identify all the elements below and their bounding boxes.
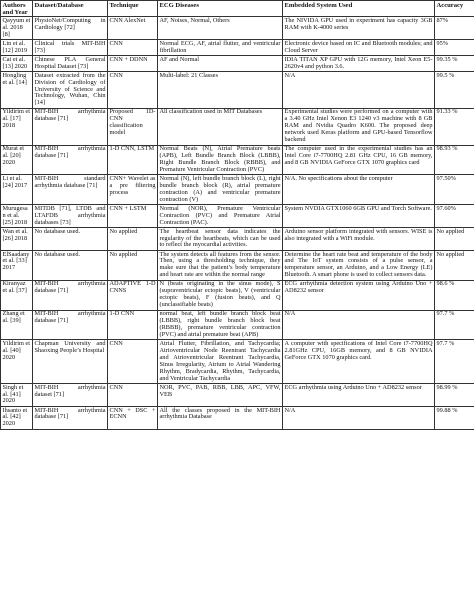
cell-accuracy: 99.5 % (435, 72, 474, 109)
cell-embedded-system: N/A (283, 72, 435, 109)
cell-embedded-system: A computer with specifications of Intel Core i7-7700HQ 2.81GHz CPU, 16GB memory, and 8 GB NVIDIA GeForce GTX 1070 graphics card. (283, 340, 435, 384)
cell-embedded-system: Determine the heart rate beat and temperature of the body and The IoT system consists of a pulse sensor, a temperature sensor, an Arduino, and a Low Energy (LE) Bluetooth. A smart phone is used to collect sensors data. (284, 250, 433, 279)
cell-ecg-diseases: All the classes proposed in the MIT-BIH arrhythmia Database (158, 406, 283, 429)
cell-embedded-system: IDIA TITAN XP GPU with 12G memory, Intel Xeon E5-2620v4 and python 3.6. (284, 55, 433, 70)
cell-ecg-diseases: Normal ECG, AF, atrial flutter, and ventricular fibrillation (159, 39, 281, 54)
cell-ecg-diseases: The system detects all features from the sensor. Then, using a thresholding technique, they make sure that the patient’s body temperature and heart rate are within the normal range (159, 250, 281, 279)
cell-authors-year: Cai et al. [13] 2020 (1, 56, 33, 72)
cell-ecg-diseases: Atrial Flutter, Fibrillation, and Tachycardia; Atrioventricular Node Reentrant Tachycardia and Atrioventricular Reentrant Tachycardia, Sinus Irregularity, Atrium to Atrial Wandering Rhythm, Bradycardia, Rhythm, Tachycardia, and Ventricular Tachycardia (159, 340, 281, 382)
cell-authors-year: Lin et al. [12] 2019 (1, 40, 33, 56)
header-accuracy: Accuracy (435, 1, 474, 17)
cell-technique: ADAPTIVE 1-D CNNS (108, 280, 158, 310)
header-embedded-system-used: Embedded System Used (283, 1, 435, 17)
cell-embedded-system: ECG arrhythmia detection system using Arduino Uno + AD8232 sensor (283, 280, 435, 310)
cell-accuracy: 97.7 % (435, 310, 474, 340)
cell-technique: Proposed 1D-CNN classification model (108, 108, 158, 145)
table-row (1, 310, 474, 340)
cell-dataset: No database used. (33, 228, 108, 251)
cell-embedded-system: Arduino sensor platform integrated with sensors. WISE is also integrated with a WiFi module. (283, 228, 435, 251)
header-ecg-diseases: ECG Diseases (158, 1, 283, 17)
cell-dataset: No database used. (33, 250, 108, 280)
cell-ecg-diseases: All classification used in MIT Databases (158, 108, 283, 145)
cell-embedded-system: Experimental studies were performed on a computer with a 3.40 GHz Intel Xenon E3 1240 v3 machine with 8 GB RAM and Nvidia Quadro K600. The proposed deep network used Keras platform and GPU-based Tensorflow backend (284, 108, 433, 144)
cell-technique: 1-D CNN, LSTM (108, 145, 158, 175)
cell-ecg-diseases: normal beat, left bundle branch block beat (LBBB), right bundle branch block beat (RBBB), premature ventricular contraction (PVC) and atrial premature beat (APB) (159, 310, 281, 338)
cell-accuracy: 98.99 % (435, 384, 474, 407)
cell-dataset: Chapman University and Shaoxing People’s Hospital (33, 340, 108, 384)
cell-accuracy: 97.50% (435, 175, 474, 205)
header-authors-and-year: Authors and Year (1, 1, 33, 17)
cell-dataset: MIT-BIH arrhythmia database [71] (33, 280, 108, 310)
cell-dataset: MIT-BIH standard arrhythmia database [71] (33, 175, 108, 205)
cell-ecg-diseases: Multi-label: 21 Classes (158, 72, 283, 109)
cell-technique: No applied (108, 250, 158, 280)
cell-authors-year: Murugesan et al. [25] 2018 (1, 205, 33, 228)
cell-technique: 1-D CNN (108, 310, 158, 340)
table-row (1, 108, 474, 145)
cell-authors-year: Murat et al. [20] 2020 (1, 145, 33, 175)
cell-authors-year: Ihsanto et al. [42] 2020 (1, 406, 33, 429)
cell-technique: CNN+ Wavelet as a pre filtering process (108, 175, 158, 205)
cell-accuracy: 87% (435, 17, 474, 40)
cell-authors-year: Singh et al. [41] 2020 (1, 384, 33, 407)
cell-authors-year: Li et al. [24] 2017 (1, 175, 33, 205)
cell-embedded-system: System NVDIA GTX1060 6GB GPU and Torch Software. (283, 205, 435, 228)
cell-embedded-system: Electronic device based on IC and Bluetooth modules; and Cloud Server (284, 39, 433, 54)
cell-accuracy: 98.93 % (435, 145, 474, 175)
cell-ecg-diseases: AF, Noises, Normal, Others (158, 17, 283, 40)
cell-technique: CNN (108, 40, 158, 56)
cell-dataset: Clinical trials MIT-BIH [73] (34, 39, 106, 54)
cell-technique: CNN AlexNet (108, 17, 158, 40)
cell-technique: CNN (108, 72, 158, 109)
table-row (1, 340, 474, 384)
cell-embedded-system: N/A (283, 310, 435, 340)
cell-accuracy: No applied (435, 250, 474, 280)
cell-technique: CNN + DSC + ECNN (108, 406, 158, 429)
cell-embedded-system: ECG arrhythmia using Arduino Uno + AD8232 sensor (283, 384, 435, 407)
cell-ecg-diseases: Normal Beats (N), Atrial Premature beats (APB), Left Bundle Branch Block (LBBB), Right Bundle Branch Block (RBBB), and Premature Ventricular Contraction (PVC) (159, 145, 281, 173)
cell-ecg-diseases: The heartbeat sensor data indicates the regularity of the heartbeats, which can be used to reflect the myocardial activities. (159, 227, 281, 249)
cell-dataset: PhysioNet/Computing in Cardiology [72] (33, 17, 108, 40)
cell-accuracy: 91.33 % (435, 108, 474, 145)
cell-dataset: MIT-BIH arrhythmia database [71] (33, 108, 108, 145)
cell-authors-year: Yildirim et al. [40] 2020 (1, 340, 33, 384)
cell-technique: CNN (108, 340, 158, 384)
cell-embedded-system: N/A. No specifications about the computer (283, 175, 435, 205)
cell-technique: CNN + DDNN (108, 56, 158, 72)
table-row (1, 406, 474, 429)
table-row (1, 72, 474, 109)
header-dataset-database: Dataset/Database (33, 1, 108, 17)
cell-technique: No applied (108, 228, 158, 251)
header-technique: Technique (108, 1, 158, 17)
table-header-row (1, 1, 474, 17)
cell-dataset: MIT-BIH arrhythmia database [71] (33, 406, 108, 429)
cell-dataset: MITDB [71], LTDB and LTAFDB arrhythmia databases [73] (34, 204, 106, 226)
cell-accuracy: 97.60% (435, 205, 474, 228)
cell-accuracy: 98.6 % (435, 280, 474, 310)
cell-embedded-system: The computer used in the experimental studies has an Intel Core i7-7700HQ 2.81 GHz CPU, 16 GB memory, and 8 GB NVIDIA GeForce GTX 1070 graphics card (283, 145, 435, 175)
table-row (1, 228, 474, 251)
cell-ecg-diseases: Normal (N), left bundle branch block (L), right bundle branch block (R), atrial premature contraction (A) and ventricular premature contraction (V) (159, 174, 281, 203)
cell-authors-year: ElSaadany et al. [33] 2017 (1, 250, 33, 280)
cell-accuracy: 95% (435, 40, 474, 56)
cell-dataset: MIT-BIH arrhythmia dataset [71] (33, 384, 108, 407)
cell-ecg-diseases: Normal (NOR), Premature Ventricular Contraction (PVC) and Premature Atrial Contraction (PAC). (159, 204, 281, 226)
cell-authors-year: Wan et al. [26] 2018 (1, 228, 33, 251)
cell-dataset: Dataset extracted from the Division of Cardiology of University of Science and Technology, Wuhan, Chin [14] (34, 71, 106, 107)
table-body (1, 17, 474, 430)
cell-authors-year: Qayyum et al. 2018 [8] (1, 17, 33, 40)
cell-authors-year: Yildirim et al. [17] 2018 (1, 108, 33, 145)
table-row (1, 280, 474, 310)
cell-accuracy: 97.7 % (435, 340, 474, 384)
cell-accuracy: 99.88 % (435, 406, 474, 429)
table-row (1, 56, 474, 72)
cell-authors-year: Kiranyaz et al. [37] (1, 280, 33, 310)
cell-accuracy: 99.35 % (435, 56, 474, 72)
cell-technique: CNN (108, 384, 158, 407)
table-row (1, 250, 474, 280)
cell-authors-year: Hongling et al. [14] (1, 72, 33, 109)
table-row (1, 384, 474, 407)
cell-ecg-diseases: N (beats originating in the sinus mode), S (supraventricular ectopic beats), V (ventricular ectopic beats), F (fusion beats), and Q (unclassifiable beats) (159, 280, 281, 309)
cell-ecg-diseases: NOR, PVC, PAB, RBB, LBB, APC, VFW, VEB (158, 384, 283, 407)
cell-dataset: MIT-BIH arrhythmia database [71] (33, 145, 108, 175)
table-row (1, 145, 474, 175)
cell-authors-year: Zhang et al. [39] (1, 310, 33, 340)
cell-embedded-system: The NIVIDA GPU used in experiment has capacity 3GB RAM with K-4000 series (283, 17, 435, 40)
cell-dataset: Chinese PLA General Hospital Dataset [73] (34, 55, 106, 70)
cell-ecg-diseases: AF and Normal (158, 56, 283, 72)
cell-technique: CNN + LSTM (108, 205, 158, 228)
cell-dataset: MIT-BIH arrhythmia database [71] (33, 310, 108, 340)
table-row (1, 205, 474, 228)
table-row (1, 40, 474, 56)
table-row (1, 17, 474, 40)
cell-embedded-system: N/A (283, 406, 435, 429)
table-row (1, 175, 474, 205)
cell-accuracy: No applied (435, 228, 474, 251)
